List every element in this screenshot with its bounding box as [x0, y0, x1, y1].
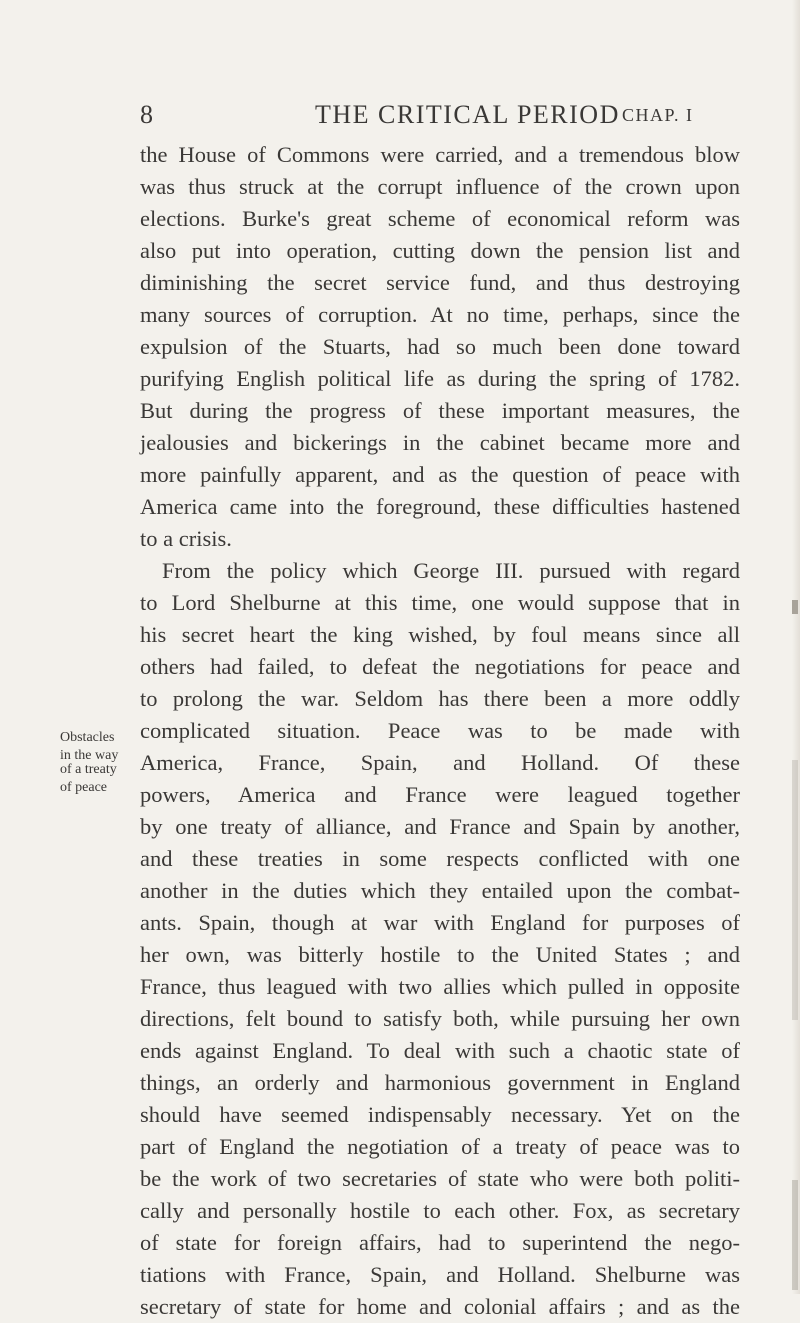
- text-line: cally and personally hostile to each other. Fox, as secretary: [140, 1198, 740, 1223]
- text-line: the House of Commons were carried, and a tremendous blow: [140, 142, 740, 167]
- text-line: others had failed, to defeat the negotiations for peace and: [140, 654, 740, 679]
- text-line: more painfully apparent, and as the question of peace with: [140, 462, 740, 487]
- margin-note-line: of a treaty: [60, 762, 117, 777]
- text-line: his secret heart the king wished, by foul means since all: [140, 622, 740, 647]
- text-line: and these treaties in some respects conflicted with one: [140, 846, 740, 871]
- page-edge-mark: [792, 760, 798, 1020]
- text-line: by one treaty of alliance, and France and Spain by another,: [140, 814, 740, 839]
- margin-note: [60, 731, 140, 795]
- text-line: directions, felt bound to satisfy both, while pursuing her own: [140, 1006, 740, 1031]
- text-line: also put into operation, cutting down the pension list and: [140, 238, 740, 263]
- page-edge-mark: [792, 600, 798, 614]
- page-edge-mark: [792, 1180, 798, 1290]
- text-line: elections. Burke's great scheme of economical reform was: [140, 206, 740, 231]
- text-line: powers, America and France were leagued together: [140, 782, 740, 807]
- text-line: of state for foreign affairs, had to superintend the nego-: [140, 1230, 740, 1255]
- text-line: many sources of corruption. At no time, perhaps, since the: [140, 302, 740, 327]
- text-line: her own, was bitterly hostile to the United States ; and: [140, 942, 740, 967]
- text-line: ends against England. To deal with such a chaotic state of: [140, 1038, 740, 1063]
- text-line: was thus struck at the corrupt influence of the crown upon: [140, 174, 740, 199]
- paragraph-start-line: From the policy which George III. pursued with regard: [162, 558, 740, 583]
- text-line: tiations with France, Spain, and Holland. Shelburne was: [140, 1262, 740, 1287]
- margin-note-line: of peace: [60, 780, 108, 795]
- text-line: things, an orderly and harmonious government in England: [140, 1070, 740, 1095]
- text-line: should have seemed indispensably necessary. Yet on the: [140, 1102, 740, 1127]
- text-line: jealousies and bickerings in the cabinet became more and: [140, 430, 740, 455]
- text-line: secretary of state for home and colonial affairs ; and as the: [140, 1294, 740, 1319]
- margin-note-line: Obstacles: [60, 730, 115, 745]
- paragraph-end-line: to a crisis.: [140, 526, 232, 551]
- text-line: ants. Spain, though at war with England for purposes of: [140, 910, 740, 935]
- text-line: another in the duties which they entailed upon the combat-: [140, 878, 740, 903]
- text-line: France, thus leagued with two allies which pulled in opposite: [140, 974, 740, 999]
- text-line: be the work of two secretaries of state who were both politi-: [140, 1166, 740, 1191]
- page-number: 8: [140, 100, 154, 129]
- margin-note-line: in the way: [60, 748, 119, 763]
- text-line: But during the progress of these important measures, the: [140, 398, 740, 423]
- text-line: expulsion of the Stuarts, had so much been done toward: [140, 334, 740, 359]
- body-text: [140, 139, 740, 1323]
- page-edge-shadow: [792, 0, 800, 1294]
- text-line: complicated situation. Peace was to be made with: [140, 718, 740, 743]
- chapter-label: CHAP. I: [622, 105, 694, 125]
- text-line: diminishing the secret service fund, and thus destroying: [140, 270, 740, 295]
- running-title: THE CRITICAL PERIOD: [315, 100, 620, 129]
- text-line: purifying English political life as during the spring of 1782.: [140, 366, 740, 391]
- text-line: America, France, Spain, and Holland. Of these: [140, 750, 740, 775]
- text-line: to Lord Shelburne at this time, one would suppose that in: [140, 590, 740, 615]
- text-line: America came into the foreground, these difficulties hastened: [140, 494, 740, 519]
- running-head: [0, 100, 800, 134]
- text-line: part of England the negotiation of a treaty of peace was to: [140, 1134, 740, 1159]
- text-line: to prolong the war. Seldom has there been a more oddly: [140, 686, 740, 711]
